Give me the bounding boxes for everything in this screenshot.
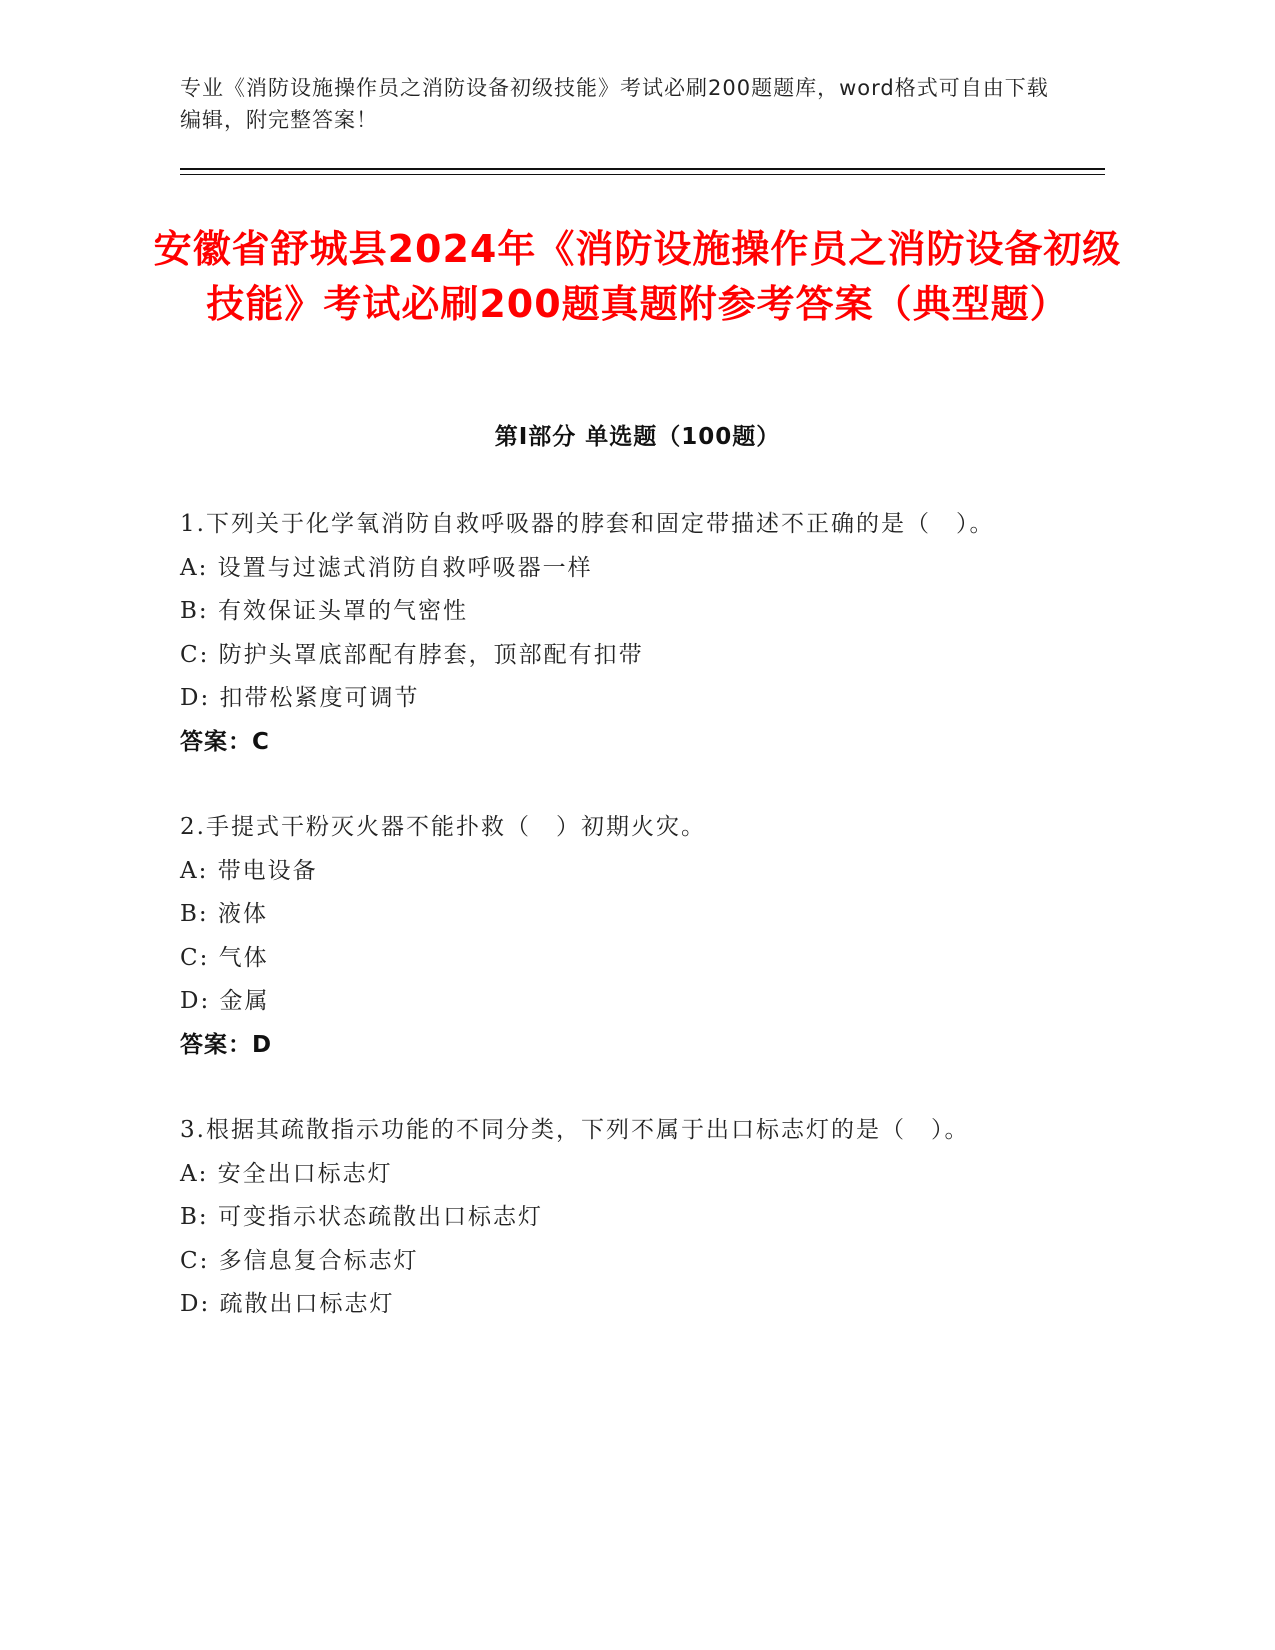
document-title: 安徽省舒城县2024年《消防设施操作员之消防设备初级技能》考试必刷200题真题附参考答案（典型题） bbox=[153, 227, 1122, 326]
header-note: 专业《消防设施操作员之消防设备初级技能》考试必刷200题题库，word格式可自由下载编辑，附完整答案！ bbox=[180, 76, 1049, 132]
option-d: D: 疏散出口标志灯 bbox=[180, 1291, 395, 1317]
header-divider-thick bbox=[180, 168, 1105, 170]
option-d: D: 金属 bbox=[180, 988, 270, 1014]
option-d: D: 扣带松紧度可调节 bbox=[180, 685, 420, 711]
option-a: A: 带电设备 bbox=[180, 857, 318, 884]
question-stem: 1.下列关于化学氧消防自救呼吸器的脖套和固定带描述不正确的是（ ）。 bbox=[180, 511, 995, 537]
option-b: B: 可变指示状态疏散出口标志灯 bbox=[180, 1204, 543, 1230]
option-b: B: 有效保证头罩的气密性 bbox=[180, 598, 468, 624]
option-a: A: 安全出口标志灯 bbox=[180, 1160, 393, 1187]
question-stem: 3.根据其疏散指示功能的不同分类，下列不属于出口标志灯的是（ ）。 bbox=[180, 1117, 970, 1143]
option-a: A: 设置与过滤式消防自救呼吸器一样 bbox=[180, 554, 593, 581]
header-divider-thin bbox=[180, 174, 1105, 175]
question-list bbox=[180, 503, 1100, 1369]
question-2 bbox=[180, 806, 1100, 1067]
question-stem: 2.手提式干粉灭火器不能扑救（ ）初期火灾。 bbox=[180, 814, 706, 840]
answer: 答案：D bbox=[180, 1031, 273, 1058]
option-c: C: 多信息复合标志灯 bbox=[180, 1247, 419, 1274]
option-b: B: 液体 bbox=[180, 901, 268, 927]
question-3 bbox=[180, 1109, 1100, 1327]
question-1 bbox=[180, 503, 1100, 764]
option-c: C: 防护头罩底部配有脖套，顶部配有扣带 bbox=[180, 641, 644, 668]
option-c: C: 气体 bbox=[180, 944, 269, 971]
section-title: 第I部分 单选题（100题） bbox=[494, 424, 781, 450]
answer: 答案：C bbox=[180, 728, 270, 755]
